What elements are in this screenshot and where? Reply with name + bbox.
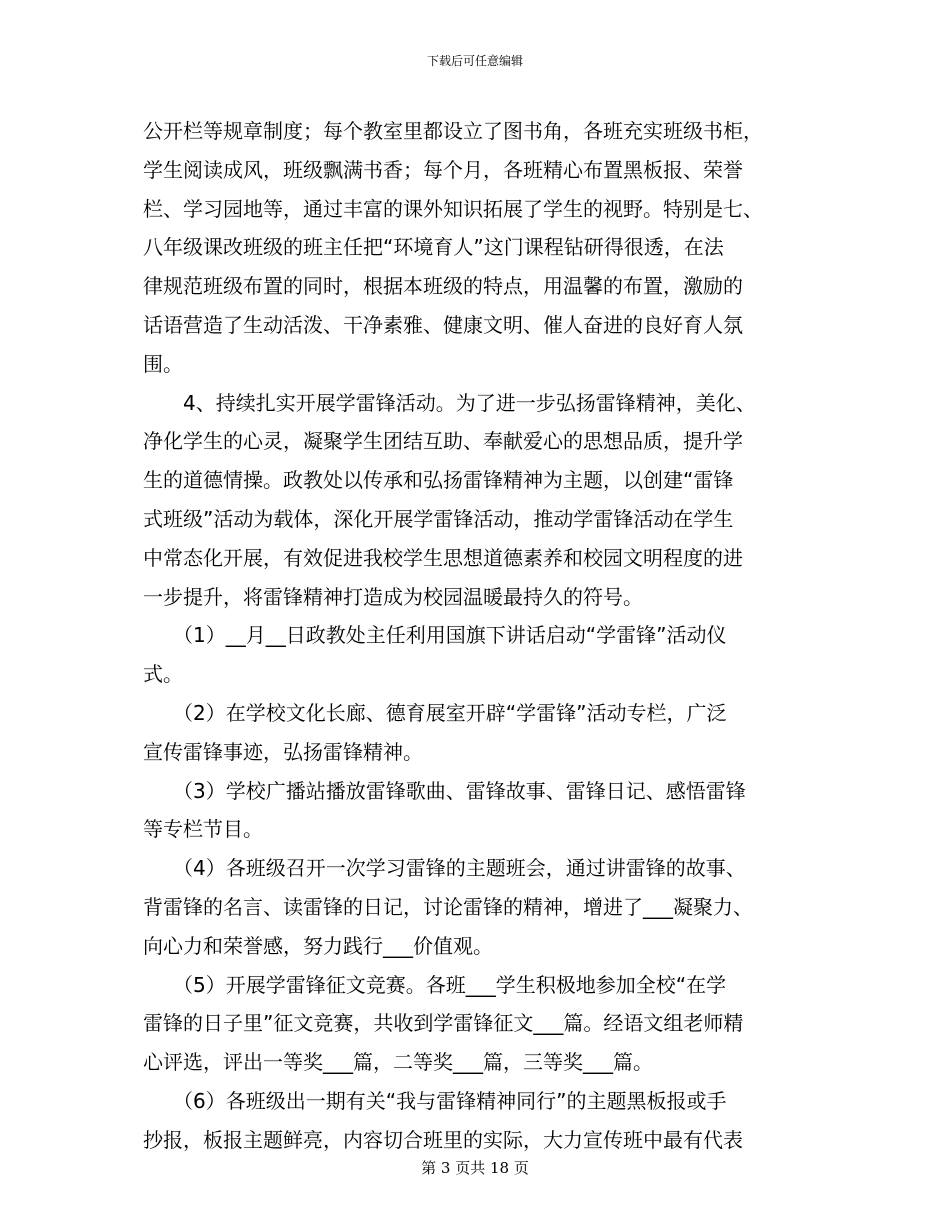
text-line: （4）各班级召开一次学习雷锋的主题班会，通过讲雷锋的故事、 <box>143 856 746 881</box>
text-line: 等专栏节目。 <box>143 817 263 842</box>
paragraph-6 <box>143 849 813 965</box>
text-line: 生的道德情操。政教处以传承和弘扬雷锋精神为主题，以创建“雷锋 <box>143 468 734 493</box>
paragraph-2 <box>143 384 813 617</box>
text-line: （2）在学校文化长廊、德育展室开辟“学雷锋”活动专栏，广泛 <box>143 700 727 725</box>
text-line: （3）学校广播站播放雷锋歌曲、雷锋故事、雷锋日记、感悟雷锋 <box>143 778 746 803</box>
text-line: （5）开展学雷锋征文竞赛。各班___学生积极地参加全校“在学 <box>143 972 727 997</box>
paragraph-1 <box>143 112 813 384</box>
text-line: 公开栏等规章制度；每个教室里都设立了图书角，各班充实班级书柜， <box>143 119 763 143</box>
paragraph-8 <box>143 1082 813 1160</box>
text-line: 话语营造了生动活泼、干净素雅、健康文明、催人奋进的良好育人氛 <box>143 312 743 337</box>
paragraph-4 <box>143 694 813 772</box>
paragraph-7 <box>143 966 813 1082</box>
document-body <box>143 112 813 1160</box>
text-line: 中常态化开展，有效促进我校学生思想道德素养和校园文明程度的进 <box>143 545 743 570</box>
text-line: 宣传雷锋事迹，弘扬雷锋精神。 <box>143 739 423 764</box>
page-footer: 第 3 页共 18 页 <box>421 1159 529 1177</box>
paragraph-5 <box>143 772 813 850</box>
text-line: 学生阅读成风，班级飘满书香；每个月，各班精心布置黑板报、荣誉 <box>143 157 743 182</box>
text-line: 围。 <box>143 351 183 376</box>
text-line: （6）各班级出一期有关“我与雷锋精神同行”的主题黑板报或手 <box>143 1088 727 1113</box>
text-line: 向心力和荣誉感，努力践行___价值观。 <box>143 933 493 958</box>
text-line: 八年级课改班级的班主任把“环境育人”这门课程钻研得很透，在法 <box>143 235 724 260</box>
text-line: 净化学生的心灵，凝聚学生团结互助、奉献爱心的思想品质，提升学 <box>143 429 743 454</box>
text-line: 4、持续扎实开展学雷锋活动。为了进一步弘扬雷锋精神，美化、 <box>143 390 756 415</box>
text-line: 抄报，板报主题鲜亮，内容切合班里的实际，大力宣传班中最有代表 <box>143 1127 743 1152</box>
text-line: 雷锋的日子里”征文竞赛，共收到学雷锋征文___篇。经语文组老师精 <box>143 1011 744 1036</box>
text-line: 栏、学习园地等，通过丰富的课外知识拓展了学生的视野。特别是七、 <box>143 196 763 221</box>
paragraph-3 <box>143 616 813 694</box>
text-line: 律规范班级布置的同时，根据本班级的特点，用温馨的布置，激励的 <box>143 274 743 299</box>
text-line: 一步提升，将雷锋精神打造成为校园温暖最持久的符号。 <box>143 584 643 609</box>
text-line: 式。 <box>143 662 183 687</box>
text-line: 式班级”活动为载体，深化开展学雷锋活动，推动学雷锋活动在学生 <box>143 506 734 531</box>
text-line: （1）__月__日政教处主任利用国旗下讲话启动“学雷锋”活动仪 <box>143 623 727 648</box>
text-line: 心评选，评出一等奖___篇，二等奖___篇，三等奖___篇。 <box>143 1050 653 1075</box>
text-line: 背雷锋的名言、读雷锋的日记，讨论雷锋的精神，增进了___凝聚力、 <box>143 894 753 919</box>
page-header: 下载后可任意编辑 <box>426 54 523 68</box>
